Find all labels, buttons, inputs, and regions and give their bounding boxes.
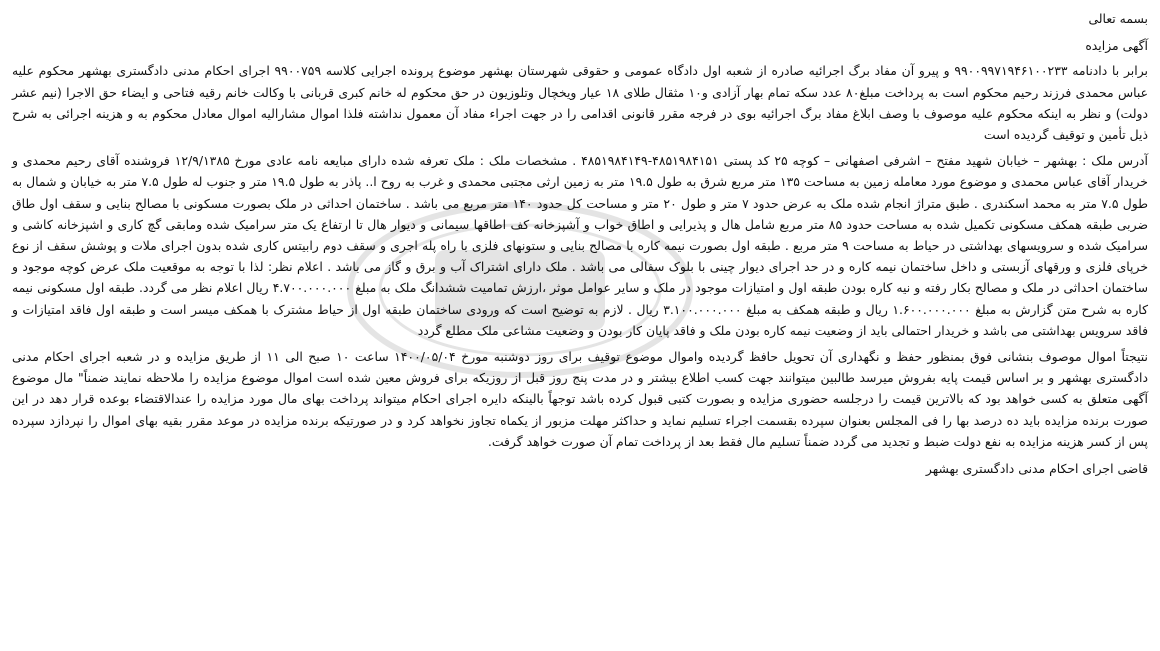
paragraph-case-details: برابر با دادنامه ۹۹۰۰۹۹۷۱۹۴۶۱۰۰۲۳۳ و پیرو آن مفاد برگ اجرائیه صادره از شعبه اول دادگاه عمومی و حقوقی شهرستان بهشهر موضوع پرونده اجرایی کلاسه ۹۹۰۰۷۵۹ اجرای احکام مدنی دادگستری بهشهر محکوم علیه عباس محمدی فرزند رحیم محکوم است به پرداخت مبلغ۸۰ عدد سکه تمام بهار آزادی و۱۰ مثقال طلای ۱۸ عیار ویخچال وتلوزیون در حق محکوم له خانم کبری قربانی با وکالت خانم رقیه فتاحی و ایضاء حق الاجرا (نیم عشر دولت) و نظر به اینکه محکوم علیه موصوف با وصف ابلاغ مفاد برگ اجرائیه بوی در فرجه مقرر قانونی اقدامی را در جهت اجراء مفاد آن معمول نداشته فلذا اموال مشارالیه اموال معادل محکوم به و هزینه اجرائی به شرح ذیل تأمین و توقیف گردیده است: [12, 63, 1148, 143]
document-title: آگهی مزایده: [1085, 38, 1148, 54]
document-heading: بسمه تعالی: [1088, 11, 1148, 26]
signature-line: قاضی اجرای احکام مدنی دادگستری بهشهر: [925, 461, 1148, 477]
paragraph-auction-terms: نتیجتاً اموال موصوف بنشانی فوق بمنظور حفظ و نگهداری آن تحویل حافظ گردیده واموال موضوع توقیف برای روز دوشنبه مورخ ۱۴۰۰/۰۵/۰۴ ساعت ۱۰ صبح الی ۱۱ از طریق مزایده و در شعبه اجرای احکام مدنی دادگستری بهشهر و بر اساس قیمت پایه بفروش میرسد طالبین میتوانند جهت کسب اطلاع بیشتر و در مدت پنج روز قبل از روزیکه برای فروش معین شده است اموال موضوع مزایده را ملاحظه نمایند ضمناً" مال موضوع آگهی متعلق به کسی خواهد بود که بالاترین قیمت را درجلسه حضوری مزایده و بصورت کتبی قبول کرده باشد توجهاً بالینکه دایره اجرای احکام میتواند پرداخت بهای مال مورد مزایده را عندالاقتضاء بوعده قرار دهد در این صورت برنده مزایده باید ده درصد بها را فی المجلس بعنوان سپرده بقسمت اجراء تسلیم نماید و حداکثر مهلت مزبور از یکماه تجاوز نخواهد کرد و در صورتیکه برنده مزایده در موعد مقرر بقیه بهای اموال را نپردازد سپرده پس از کسر هزینه مزایده به نفع دولت ضبط و تجدید می گردد ضمناً تسلیم مال فقط بعد از پرداخت تمام آن صورت خواهد گرفت.: [12, 349, 1148, 449]
paragraph-property-details: آدرس ملک : بهشهر – خیابان شهید مفتح – اشرفی اصفهانی – کوچه ۲۵ کد پستی ۴۸۵۱۹۸۴۱۵۱-۴۸۵۱۹۸۴۱۴۹ . مشخصات ملک : ملک تعرفه شده دارای مبایعه نامه عادی مورخ ۱۲/۹/۱۳۸۵ فروشنده آقای رحیم محمدی و خریدار آقای عباس محمدی و موضوع مورد معامله زمین به مساحت ۱۳۵ متر مربع شرق به طول ۱۹.۵ متر به زمین ارثی مجتبی محمدی و غرب به روح ا.. پاذر به طول ۱۹.۵ متر و جنوب له طول ۷.۵ متر به خیابان و شمال به طول ۷.۵ متر به محمد اسکندری . طبق متراژ انجام شده ملک به عرض حدود ۷ متر و طول ۲۰ متر و مساحت کل حدود ۱۴۰ متر مربع می باشد . ساختمان احداثی در ملک بصورت مسکونی با مصالح بنایی و سقف اول طاق ضربی طبقه همکف مسکونی تکمیل شده به مساحت حدود ۸۵ متر مربع شامل هال و پذیرایی و اطاق خواب و آشپزخانه کف اطاقها سیمانی و دیوار هال تا ارتفاع یک متر سرامیک شده ومابقی گچ کاری و اشپزخانه کاشی و سرامیک شده و سرویسهای بهداشتی در حیاط به مساحت ۹ متر مربع . طبقه اول بصورت نیمه کاره با مصالح بنایی و ستونهای فلزی با راه پله اجری و سقف دوم رابیتس کاری شده بدون اجرای ملات و پوشش سقف از نوع خرپای فلزی و ورقهای آزبستی و داخل ساختمان نیمه کاره و در حد اجرای دیوار چینی با بلوک سفالی می باشد . ملک دارای اشتراک آب و برق و گاز می باشد . اعلام نظر: لذا با توجه به موقعیت ملک عرض کوچه موجود و ساختمان احداثی در ملک و مصالح بکار رفته و نیه کاره بودن طبقه اول و امتیازات موجود در ملک و سایر عوامل موثر ،ارزش تمامیت ششدانگ ملک به مبلغ ۴.۷۰۰.۰۰۰.۰۰۰ ریال اعلام نظر می گردد. طبقه اول مسکونی نیمه کاره به شرح متن گزارش به مبلغ ۱.۶۰۰.۰۰۰.۰۰۰ ریال و طبقه همکف به مبلغ ۳.۱۰۰.۰۰۰.۰۰۰ ریال . لازم به توضیح است که ورودی ساختمان طبقه اول از حیاط مشترک با همکف میسر است و طبقه اول فاقد امتیازات و فاقد سرویس بهداشتی می باشد و خریدار احتمالی باید از وضعیت نیمه کاره بودن ملک و فاقد پایان کار بودن و وضعیت مشاعی ملک مطلع گردد: [12, 153, 1148, 338]
